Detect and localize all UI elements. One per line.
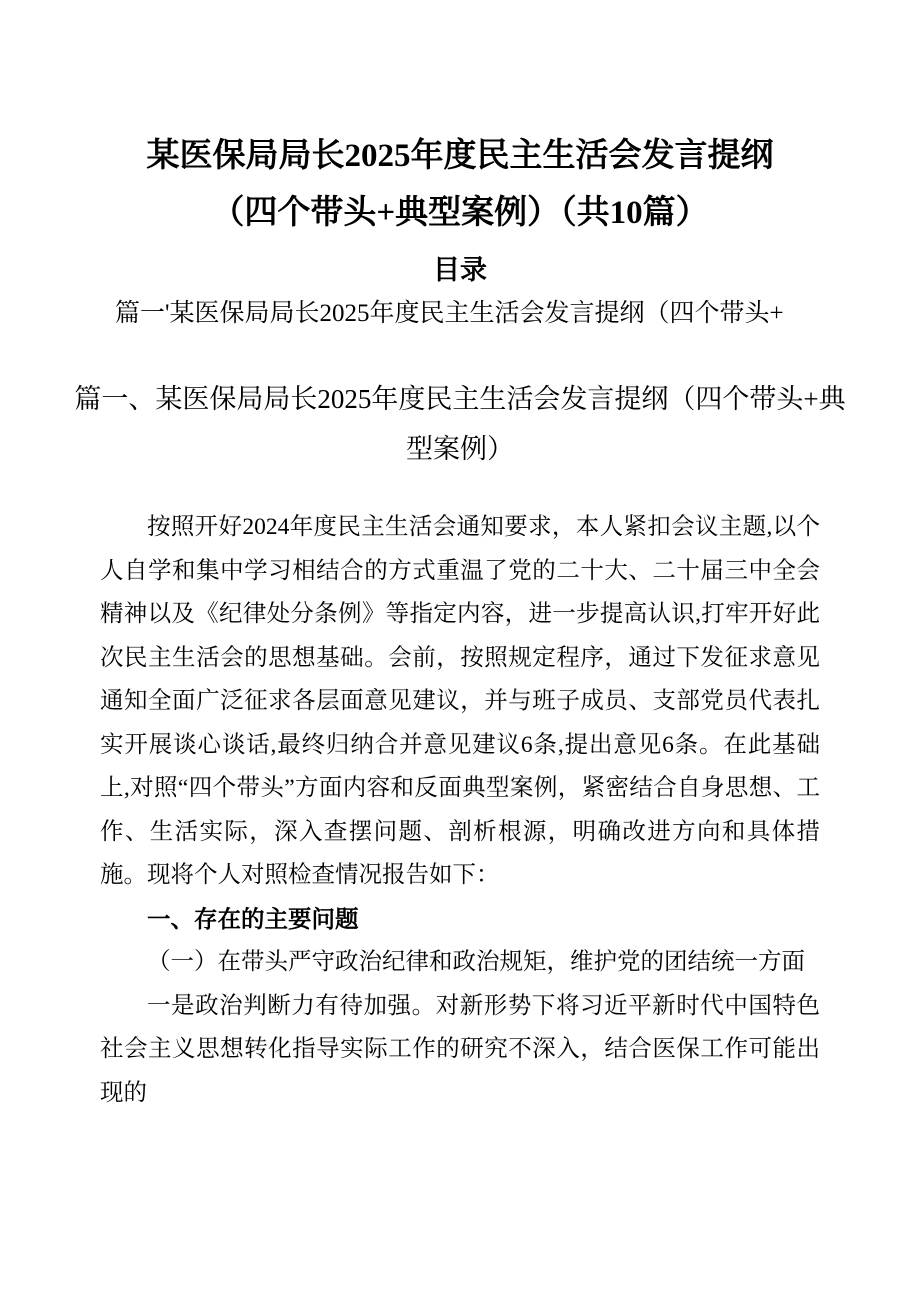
body-paragraph-1: 按照开好2024年度民主生活会通知要求，本人紧扣会议主题,以个人自学和集中学习相结合的方式重温了党的二十大、二十届三中全会精神以及《纪律处分条例》等指定内容，进一步提高认识,打牢开好此次民主生活会的思想基础。会前，按照规定程序，通过下发征求意见通知全面广泛征求各层面意见建议，并与班子成员、支部党员代表扎实开展谈心谈话,最终归纳合并意见建议6条,提出意见6条。在此基础上,对照“四个带头”方面内容和反面典型案例，紧密结合自身思想、工作、生活实际，深入查摆问题、剖析根源，明确改进方向和具体措施。现将个人对照检查情况报告如下： (100, 514, 820, 888)
document-title-line-2: （四个带头+典型案例）（共10篇） (211, 195, 709, 231)
section-1-heading-line-2: 型案例） (406, 434, 514, 464)
section-1-heading-line-1: 篇一、某医保局局长2025年度民主生活会发言提纲（四个带头+典 (74, 384, 846, 414)
toc-heading: 目录 (433, 255, 487, 285)
section-1-heading (50, 374, 870, 474)
document-body (100, 506, 820, 1115)
document-title-line-1: 某医保局局长2025年度民主生活会发言提纲 (146, 138, 774, 174)
body-paragraph-2: （一）在带头严守政治纪律和政治规矩，维护党的团结统一方面 (147, 949, 805, 975)
toc-entry-1: 篇一'某医保局局长2025年度民主生活会发言提纲（四个带头+ (115, 300, 784, 327)
body-subheading-1: 一、存在的主要问题 (147, 905, 359, 932)
body-paragraph-3: 一是政治判断力有待加强。对新形势下将习近平新时代中国特色社会主义思想转化指导实际工作的研究不深入，结合医保工作可能出现的 (100, 992, 820, 1106)
document-title (0, 0, 920, 242)
